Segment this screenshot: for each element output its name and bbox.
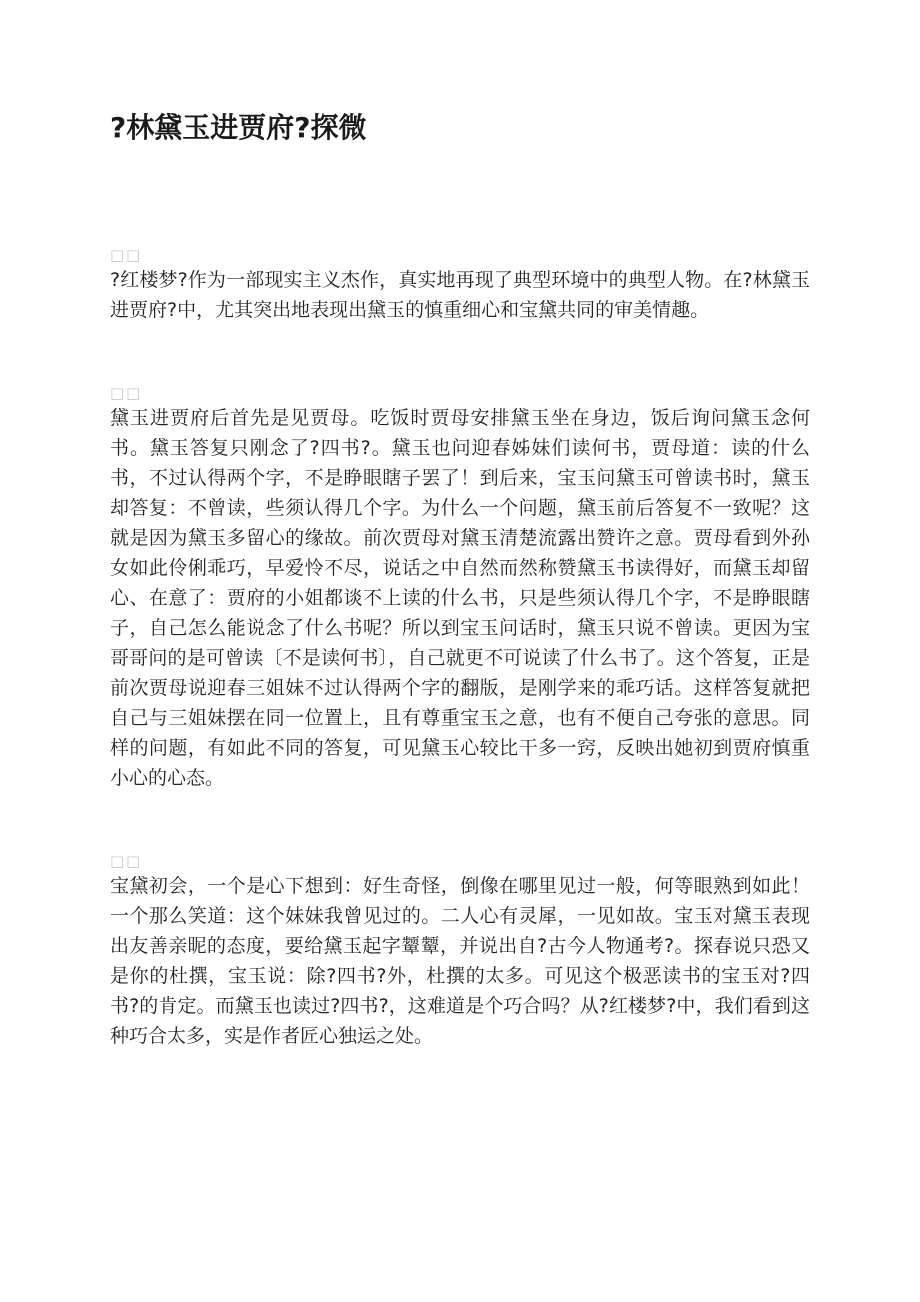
section-2 (110, 383, 810, 793)
section-1 (110, 245, 810, 325)
section-3 (110, 851, 810, 1051)
section-paragraph: ?红楼梦?作为一部现实主义杰作，真实地再现了典型环境中的典型人物。在?林黛玉进贾府?中，尤其突出地表现出黛玉的慎重细心和宝黛共同的审美情趣。 (110, 269, 810, 321)
section-paragraph: 黛玉进贾府后首先是见贾母。吃饭时贾母安排黛玉坐在身边，饭后询问黛玉念何书。黛玉答复只刚念了?四书?。黛玉也问迎春姊妹们读何书，贾母道：读的什么书，不过认得两个字，不是睁眼瞎子罢了！到后来，宝玉问黛玉可曾读书时，黛玉却答复：不曾读，些须认得几个字。为什么一个问题，黛玉前后答复不一致呢？这就是因为黛玉多留心的缘故。前次贾母对黛玉清楚流露出赞许之意。贾母看到外孙女如此伶俐乖巧，早爱怜不尽，说话之中自然而然称赞黛玉书读得好，而黛玉却留心、在意了：贾府的小姐都谈不上读的什么书，只是些须认得几个字，不是睁眼瞎子，自己怎么能说念了什么书呢？所以到宝玉问话时，黛玉只说不曾读。更因为宝哥哥问的是可曾读〔不是读何书〕，自己就更不可说读了什么书了。这个答复，正是前次贾母说迎春三姐妹不过认得两个字的翻版，是刚学来的乖巧话。这样答复就把自己与三姐妹摆在同一位置上，且有尊重宝玉之意，也有不便自己夸张的意思。同样的问题，有如此不同的答复，可见黛玉心较比干多一窍，反映出她初到贾府慎重小心的心态。 (110, 407, 810, 789)
section-marker: □□ (110, 246, 143, 264)
document-title: ?林黛玉进贾府?探微 (110, 111, 367, 144)
section-paragraph: 宝黛初会，一个是心下想到：好生奇怪，倒像在哪里见过一般，何等眼熟到如此！一个那么笑道：这个妹妹我曾见过的。二人心有灵犀，一见如故。宝玉对黛玉表现出友善亲昵的态度，要给黛玉起字颦颦，并说出自?古今人物通考?。探春说只恐又是你的杜撰，宝玉说：除?四书?外，杜撰的太多。可见这个极恶读书的宝玉对?四书?的肯定。而黛玉也读过?四书?，这难道是个巧合吗？从?红楼梦?中，我们看到这种巧合太多，实是作者匠心独运之处。 (110, 875, 810, 1047)
section-marker: □□ (110, 852, 143, 870)
section-marker: □□ (110, 384, 143, 402)
